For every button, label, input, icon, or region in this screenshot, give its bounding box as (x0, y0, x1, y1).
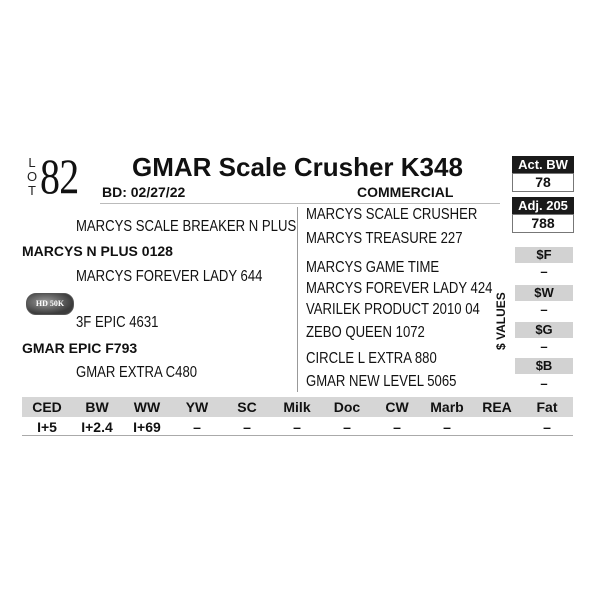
actual-bw-value: 78 (512, 173, 574, 192)
epd-header-ced: CED (32, 399, 62, 415)
dollar-b-value: – (540, 376, 548, 391)
dollar-values-axis-label: $ VALUES (494, 292, 508, 350)
dam: GMAR EPIC F793 (22, 340, 138, 356)
epd-header-fat: Fat (536, 399, 558, 415)
epd-header-cw: CW (385, 399, 409, 415)
adjusted-205-value: 788 (512, 214, 574, 233)
dollar-g-value: – (540, 339, 548, 354)
epd-header-doc: Doc (333, 399, 361, 415)
actual-bw-label: Act. BW (512, 156, 574, 173)
epd-header-ww: WW (133, 399, 161, 415)
lot-letter: T (28, 183, 36, 198)
category-label: COMMERCIAL (357, 184, 454, 200)
dollar-f-value: – (540, 264, 548, 279)
hd-50k-badge: HD 50K (26, 293, 74, 315)
ggp-3: MARCYS GAME TIME (306, 259, 440, 276)
dollar-w-label: $W (515, 285, 573, 301)
epd-value-ced: I+5 (37, 419, 57, 435)
epd-value-sc: – (243, 419, 251, 435)
lot-number: 82 (40, 148, 79, 204)
dollar-w-value: – (540, 302, 548, 317)
sire: MARCYS N PLUS 0128 (22, 243, 173, 259)
ggp-8: GMAR NEW LEVEL 5065 (306, 373, 457, 390)
animal-name: GMAR Scale Crusher K348 (132, 152, 463, 182)
ggp-2: MARCYS TREASURE 227 (306, 230, 463, 247)
dam-sire: 3F EPIC 4631 (76, 314, 159, 331)
dollar-g-label: $G (515, 322, 573, 338)
epd-value-bw: I+2.4 (81, 419, 113, 435)
ggp-4: MARCYS FOREVER LADY 424 (306, 280, 493, 297)
dollar-f-label: $F (515, 247, 573, 263)
epd-value-marb: – (443, 419, 451, 435)
epd-value-doc: – (343, 419, 351, 435)
adjusted-205-label: Adj. 205 (512, 197, 574, 214)
ggp-6: ZEBO QUEEN 1072 (306, 324, 425, 341)
divider (100, 203, 500, 204)
dam-dam: GMAR EXTRA C480 (76, 364, 198, 381)
sire-dam: MARCYS FOREVER LADY 644 (76, 268, 263, 285)
epd-header-milk: Milk (283, 399, 311, 415)
sire-sire: MARCYS SCALE BREAKER N PLUS (76, 218, 297, 235)
lot-label (26, 156, 38, 198)
birthdate: BD: 02/27/22 (102, 184, 186, 200)
epd-header-marb: Marb (430, 399, 464, 415)
lot-letter: L (28, 155, 36, 170)
dollar-b-label: $B (515, 358, 573, 374)
epd-header-yw: YW (185, 399, 209, 415)
lot-letter: O (26, 169, 38, 184)
ggp-5: VARILEK PRODUCT 2010 04 (306, 301, 480, 318)
epd-value-cw: – (393, 419, 401, 435)
pedigree-divider (297, 207, 298, 392)
epd-header-sc: SC (237, 399, 257, 415)
epd-header-rea: REA (482, 399, 512, 415)
epd-header-bw: BW (85, 399, 109, 415)
epd-value-ww: I+69 (133, 419, 161, 435)
epd-value-fat: – (543, 419, 551, 435)
epd-value-rea (472, 418, 522, 436)
ggp-7: CIRCLE L EXTRA 880 (306, 350, 437, 367)
epd-value-milk: – (293, 419, 301, 435)
ggp-1: MARCYS SCALE CRUSHER (306, 206, 478, 223)
epd-value-yw: – (193, 419, 201, 435)
